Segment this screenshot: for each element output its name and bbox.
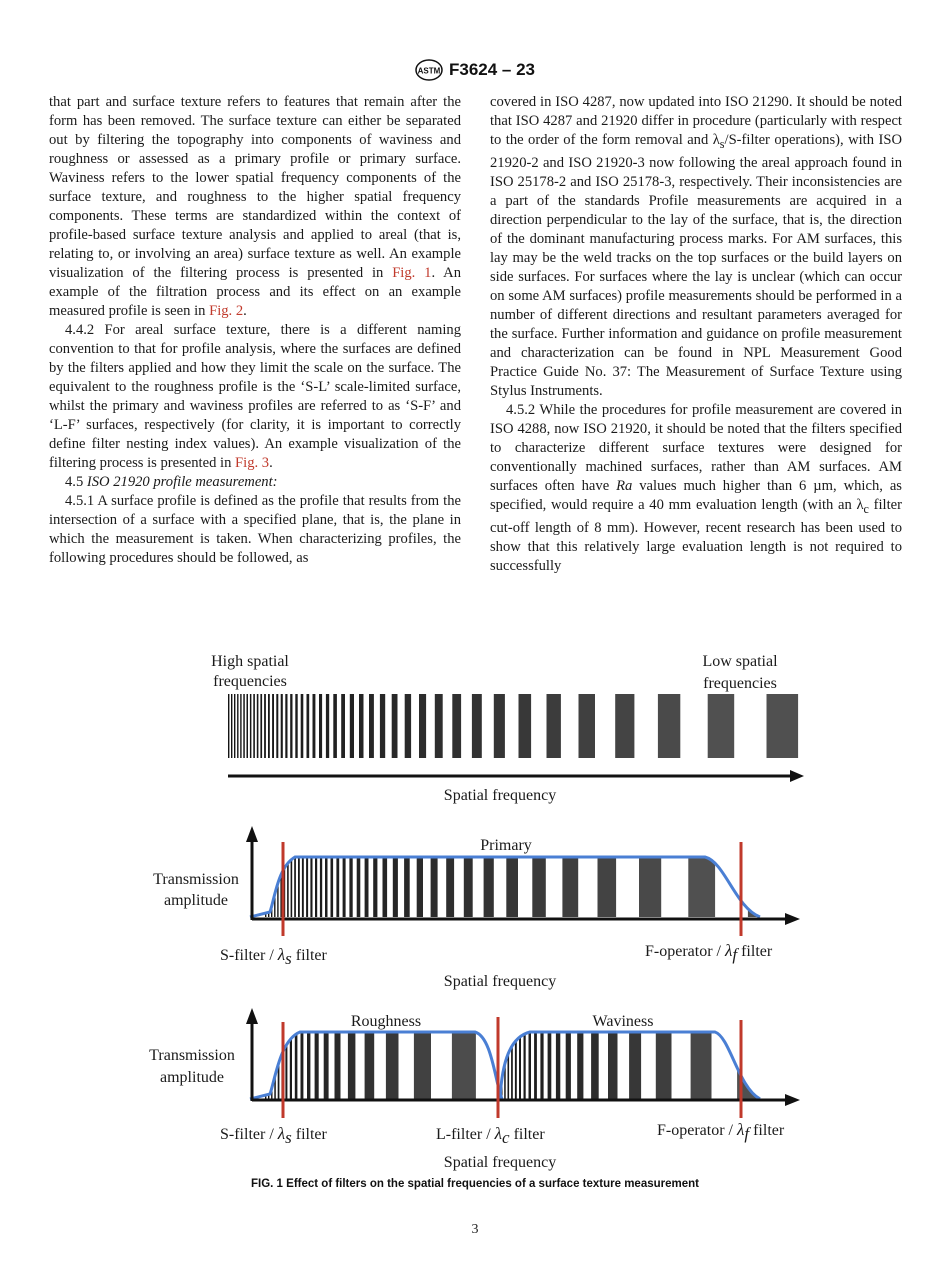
mid-stripe	[349, 855, 352, 919]
astm-logo-icon	[415, 59, 443, 81]
document-id: F3624 – 23	[448, 60, 535, 79]
mid-stripe	[373, 855, 377, 919]
top-stripe	[452, 694, 461, 758]
wavi-stripe	[548, 1030, 552, 1100]
top-stripe	[253, 694, 255, 758]
wavi-stripe	[656, 1030, 672, 1100]
rough-stripe	[315, 1030, 319, 1100]
bot-y-label-2: amplitude	[160, 1069, 224, 1086]
wavi-stripe	[556, 1030, 560, 1100]
section-heading-4-5: 4.5 ISO 21920 profile measurement:	[65, 474, 278, 490]
rough-stripe	[307, 1030, 310, 1100]
figure-1	[130, 642, 820, 1182]
top-stripe	[350, 694, 354, 758]
rough-stripe	[335, 1030, 341, 1100]
top-stripe	[264, 694, 266, 758]
wavi-stripe	[608, 1030, 618, 1100]
fig-2-link[interactable]: Fig. 2	[209, 303, 244, 319]
top-stripe	[615, 694, 634, 758]
mid-stripe	[294, 855, 296, 919]
mid-stripe	[265, 855, 266, 919]
top-stripe	[392, 694, 398, 758]
rough-stripe	[324, 1030, 329, 1100]
fig-1-link[interactable]: Fig. 1	[392, 265, 432, 281]
top-stripe	[240, 694, 241, 758]
top-stripe	[341, 694, 345, 758]
wavi-stripe	[629, 1030, 641, 1100]
top-stripe	[276, 694, 278, 758]
top-axis-arrow-icon	[790, 770, 804, 782]
mid-x-axis-arrow-icon	[785, 913, 800, 925]
wavi-stripe	[524, 1030, 526, 1100]
wavi-stripe	[591, 1030, 599, 1100]
top-stripe	[231, 694, 232, 758]
bot-l-filter-label: L-filter / λc filter	[436, 1124, 545, 1147]
mid-s-filter-label: S-filter / λs filter	[220, 945, 327, 968]
rough-stripe	[265, 1030, 266, 1100]
top-axis-label: Spatial frequency	[443, 787, 557, 804]
mid-stripe	[331, 855, 334, 919]
mid-stripe	[532, 855, 546, 919]
mid-stripe	[748, 855, 770, 919]
top-stripe	[295, 694, 297, 758]
frequency-strip	[228, 694, 798, 758]
primary-strip	[265, 855, 770, 919]
mid-stripe	[464, 855, 473, 919]
mid-stripe	[598, 855, 617, 919]
top-stripe	[307, 694, 310, 758]
top-stripe	[281, 694, 283, 758]
rough-stripe	[365, 1030, 375, 1100]
rough-stripe	[274, 1030, 276, 1100]
bot-x-axis-arrow-icon	[785, 1094, 800, 1106]
paragraph-iso-4287: covered in ISO 4287, now updated into ISO 21290. It should be noted that ISO 4287 and 21920 differ in procedure (particularly with respect to the order of the form removal and $\lambda_s/S$-filter operations), with ISO 21920-2 and ISO 21920-3 now following the areal approach found in ISO 25178-2 and ISO 25178-3, respectively. Their inconsistencies are a part of the standards Profile measurements are acquired in a direction perpendicular to the lay of the surface, that is, the direction of the dominant manufacturing process marks. For AM surfaces, this lay may be the weld tracks on the top surfaces or the build layers on side surfaces. For surfaces where the lay is unclear (which can occur on some AM surfaces) profile measurements should be performed in a number of different directions and resultant parameters averaged for the surface. Further information and guidance on profile measurement and characterization can be found in NPL Measurement Good Practice Guide No. 37: The Measurement of Surface Texture using Stylus Instruments.	[490, 94, 902, 399]
mid-axis-label: Spatial frequency	[443, 973, 557, 990]
mid-stripe	[417, 855, 423, 919]
mid-stripe	[383, 855, 388, 919]
mid-stripe	[302, 855, 304, 919]
top-stripe	[767, 694, 799, 758]
wavi-stripe	[534, 1030, 537, 1100]
wavi-stripe	[508, 1030, 510, 1100]
waviness-label: Waviness	[592, 1013, 654, 1030]
rough-stripe	[301, 1030, 304, 1100]
paragraph-filtering: that part and surface texture refers to features that remain after the form has been removed. The surface texture can either be separated out by filtering the topography into components of waviness and roughness or assessed as a primary profile or primary surface. Waviness refers to the lower spatial frequency components of the surface texture, and roughness to the higher spatial frequency components. These terms are standardized within the context of profile-based surface texture analysis and applied to areal (that is, relating to, or involving an area) surface texture as well. An example visualization of the filtering process is presented in Fig. 1. An example of the filtration process and its effect on an example measured profile is seen in Fig. 2.	[49, 94, 462, 319]
top-stripe	[369, 694, 374, 758]
bot-y-axis-arrow-icon	[246, 1008, 258, 1024]
top-stripe	[708, 694, 735, 758]
mid-y-axis-arrow-icon	[246, 826, 258, 842]
top-stripe	[472, 694, 482, 758]
right-column	[490, 93, 902, 576]
mid-stripe	[310, 855, 312, 919]
top-stripe	[319, 694, 322, 758]
top-stripe	[359, 694, 364, 758]
top-stripe	[234, 694, 235, 758]
paragraph-4-4-2: 4.4.2 For areal surface texture, there is a different naming convention to that for profile analysis, where the surfaces are defined by the filters applied and how they limit the scale on the surface. The equivalent to the roughness profile is the ‘S-L’ scale-limited surface, whilst the primary and waviness profiles are referred to as ‘S-F’ and ‘L-F’ surfaces, respectively (for clarity, it is important to correctly define filter nesting index values). An example visualization of the filtering process is presented in Fig. 3.	[49, 322, 461, 471]
mid-y-label-1: Transmission	[153, 871, 239, 888]
top-stripe	[290, 694, 292, 758]
filter-diagram	[130, 642, 820, 1182]
bot-s-filter-label: S-filter / λs filter	[220, 1124, 327, 1147]
mid-stripe	[357, 855, 361, 919]
bot-y-label-1: Transmission	[149, 1047, 235, 1064]
top-stripe	[257, 694, 259, 758]
mid-stripe	[393, 855, 398, 919]
mid-stripe	[506, 855, 518, 919]
page-header	[0, 58, 950, 82]
paragraph-4-5-2: 4.5.2 While the procedures for profile measurement are covered in ISO 4288, now ISO 21920, it should be noted that the filters specified to characterize different surface textures were designed for conventionally machined surfaces, rather than AM surfaces. AM surfaces often have Ra values much higher than 6 µm, which, as specified, would require a 40 mm evaluation length (with an $\lambda_c$ filter cut-off length of 8 mm). However, recent research has been used to show that this relatively large evaluation length is not required to successfully	[490, 401, 902, 574]
mid-stripe	[343, 855, 346, 919]
mid-stripe	[639, 855, 661, 919]
high-freq-label-2: frequencies	[213, 673, 287, 690]
left-column	[49, 93, 461, 568]
mid-stripe	[446, 855, 454, 919]
mid-stripe	[688, 855, 715, 919]
primary-label: Primary	[480, 837, 532, 854]
top-stripe	[268, 694, 270, 758]
logo-text: ASTM	[417, 66, 441, 76]
top-stripe	[247, 694, 249, 758]
rough-stripe	[452, 1030, 476, 1100]
low-freq-label-1: Low spatial	[702, 653, 778, 670]
mid-stripe	[365, 855, 369, 919]
top-stripe	[272, 694, 274, 758]
top-stripe	[547, 694, 561, 758]
top-stripe	[435, 694, 443, 758]
figure-caption: FIG. 1 Effect of filters on the spatial frequencies of a surface texture measurement	[251, 1178, 699, 1190]
top-stripe	[237, 694, 238, 758]
top-stripe	[243, 694, 245, 758]
top-stripe	[326, 694, 329, 758]
top-stripe	[380, 694, 385, 758]
wavi-stripe	[566, 1030, 571, 1100]
top-stripe	[579, 694, 596, 758]
top-stripe	[301, 694, 304, 758]
rough-stripe	[295, 1030, 298, 1100]
paragraph-4-5-1: 4.5.1 A surface profile is defined as the profile that results from the intersection of a surface with a specified plane, that is, the plane in which the measurement is taken. When characterizing profiles, the following procedures should be followed, as	[49, 493, 461, 566]
bot-axis-label: Spatial frequency	[443, 1154, 557, 1171]
wavi-stripe	[519, 1030, 521, 1100]
top-stripe	[285, 694, 287, 758]
wavi-stripe	[540, 1030, 543, 1100]
mid-stripe	[315, 855, 317, 919]
mid-stripe	[291, 855, 293, 919]
mid-f-filter-label: F-operator / λf filter	[645, 941, 773, 964]
wavi-stripe	[691, 1030, 712, 1100]
top-stripe	[313, 694, 316, 758]
wavi-stripe	[511, 1030, 513, 1100]
top-stripe	[228, 694, 229, 758]
roughness-strip	[265, 1030, 476, 1100]
mid-y-label-2: amplitude	[164, 892, 228, 909]
page-number: 3	[471, 1222, 479, 1237]
mid-stripe	[306, 855, 308, 919]
bot-f-filter-label: F-operator / λf filter	[657, 1120, 785, 1143]
low-freq-label-2: frequencies	[703, 675, 777, 692]
rough-stripe	[414, 1030, 431, 1100]
fig-3-link[interactable]: Fig. 3	[235, 455, 270, 471]
rough-stripe	[285, 1030, 287, 1100]
mid-stripe	[325, 855, 328, 919]
wavi-stripe	[577, 1030, 583, 1100]
wavi-stripe	[529, 1030, 532, 1100]
top-stripe	[419, 694, 426, 758]
mid-stripe	[484, 855, 494, 919]
rough-stripe	[348, 1030, 356, 1100]
mid-stripe	[320, 855, 322, 919]
top-stripe	[250, 694, 252, 758]
top-stripe	[519, 694, 532, 758]
mid-stripe	[562, 855, 578, 919]
mid-stripe	[298, 855, 300, 919]
high-freq-label-1: High spatial	[211, 653, 289, 670]
mid-stripe	[268, 855, 269, 919]
roughness-label: Roughness	[350, 1013, 422, 1030]
mid-stripe	[336, 855, 339, 919]
top-stripe	[494, 694, 505, 758]
mid-stripe	[431, 855, 438, 919]
top-stripe	[260, 694, 262, 758]
top-stripe	[658, 694, 680, 758]
top-stripe	[333, 694, 337, 758]
wavi-stripe	[495, 1030, 496, 1100]
rough-stripe	[386, 1030, 399, 1100]
rough-stripe	[268, 1030, 269, 1100]
top-stripe	[405, 694, 411, 758]
mid-stripe	[404, 855, 410, 919]
